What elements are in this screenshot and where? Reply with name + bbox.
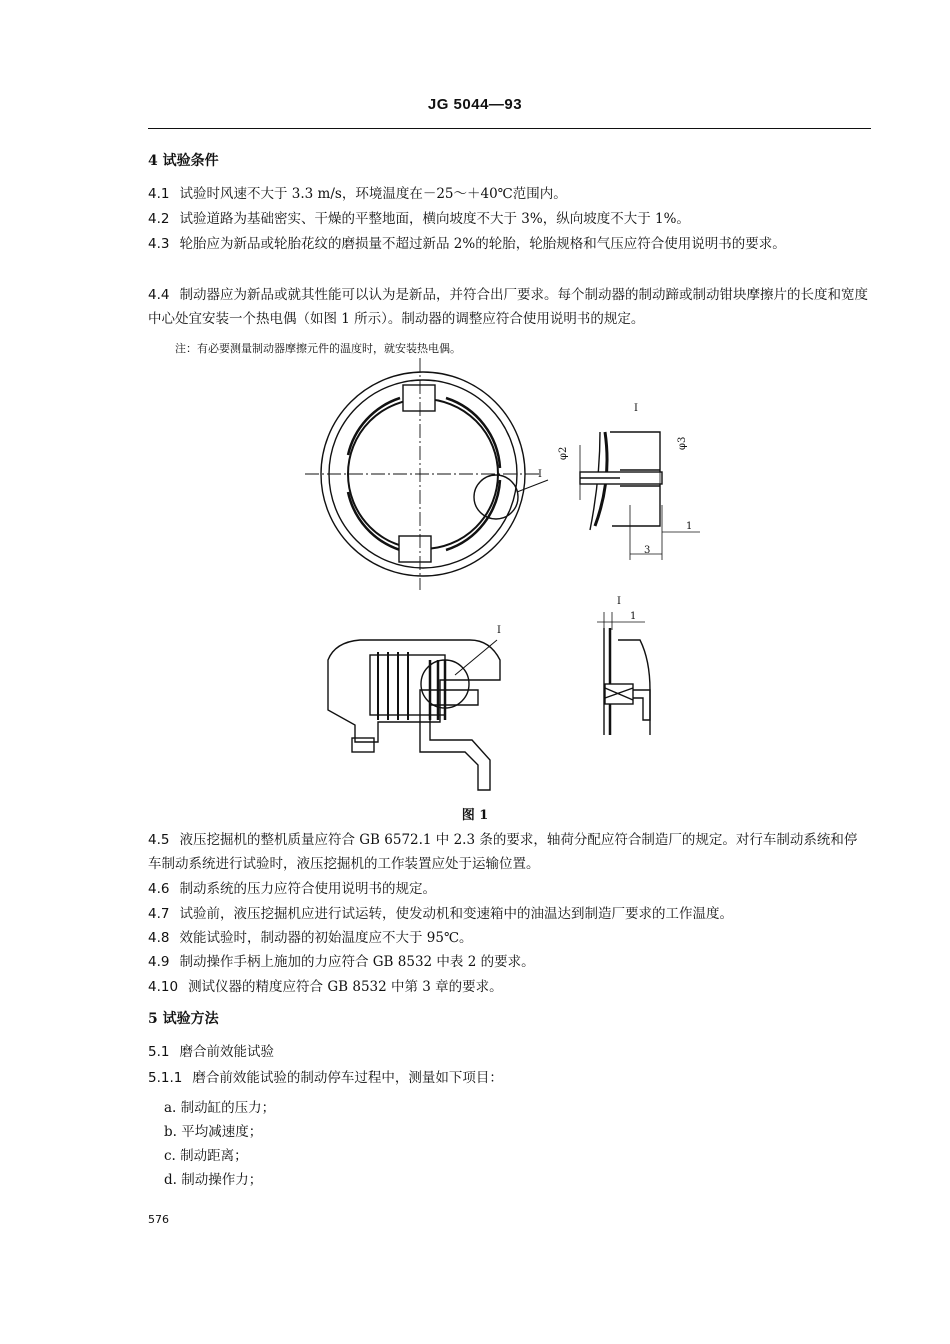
clause-4-6 [148,877,870,901]
clause-5-1-1 [148,1066,870,1090]
list-item: c. 制动距离； [164,1148,248,1164]
clause-4-8 [148,926,870,950]
clause-text: 效能试验时，制动器的初始温度应不大于 95℃。 [179,930,473,946]
clause-text: 液压挖掘机的整机质量应符合 GB 6572.1 中 2.3 条的要求，轴荷分配应符合制造厂的规定。对行车制动系统和停车制动系统进行试验时，液压挖掘机的工作装置应处于运输位置。 [148,832,858,872]
detail-label-bottom: I [617,596,621,607]
clause-number: 4.5 [148,832,170,848]
dim-phi2: φ2 [558,446,569,460]
clause-text: 磨合前效能试验 [179,1044,274,1060]
clause-text: 制动器应为新品或就其性能可以认为是新品，并符合出厂要求。每个制动器的制动蹄或制动钳块摩擦片的长度和宽度中心处宜安装一个热电偶（如图 1 所示）。制动器的调整应符合使用说明书的规定。 [148,287,868,327]
dim-3: 3 [644,545,651,556]
clause-number: 4.4 [148,287,170,303]
dim-phi3: φ3 [677,436,688,450]
caliper-view [328,640,500,790]
clause-text: 轮胎应为新品或轮胎花纹的磨损量不超过新品 2%的轮胎，轮胎规格和气压应符合使用说明书的要求。 [179,236,786,252]
note-thermocouple: 注：有必要测量制动器摩擦元件的温度时，就安装热电偶。 [175,342,461,355]
detail-view-bottom [597,612,650,735]
list-item: b. 平均减速度； [164,1124,263,1140]
clause-5-1 [148,1040,870,1064]
clause-number: 5.1 [148,1044,170,1060]
clause-4-9 [148,950,870,974]
clause-number: 4.1 [148,186,170,202]
clause-4-5 [148,828,870,876]
clause-number: 4.6 [148,881,170,897]
dim-1: 1 [686,521,693,532]
clause-text: 制动操作手柄上施加的力应符合 GB 8532 中表 2 的要求。 [179,954,535,970]
clause-number: 4.10 [148,979,179,995]
clause-number: 4.8 [148,930,170,946]
brake-drum-view [305,358,548,590]
clause-text: 磨合前效能试验的制动停车过程中，测量如下项目： [192,1070,503,1086]
section-4-heading: 4 试验条件 [148,153,219,169]
callout-label-top: I [538,469,542,480]
clause-text: 试验前，液压挖掘机应进行试运转，使发动机和变速箱中的油温达到制造厂要求的工作温度。 [179,906,733,922]
clause-4-7 [148,902,870,926]
section-5-heading: 5 试验方法 [148,1011,219,1027]
clause-text: 制动系统的压力应符合使用说明书的规定。 [179,881,436,897]
figure-caption: 图 1 [461,808,489,823]
clause-number: 4.7 [148,906,170,922]
clause-number: 4.9 [148,954,170,970]
clause-text: 试验时风速不大于 3.3 m/s，环境温度在－25～＋40℃范围内。 [179,186,567,202]
callout-label-bottom: I [497,625,501,636]
clause-text: 试验道路为基础密实、干燥的平整地面，横向坡度不大于 3%，纵向坡度不大于 1%。 [179,211,690,227]
detail-label-top: I [634,403,638,414]
list-item: d. 制动操作力； [164,1172,263,1188]
detail-view-top [580,432,700,560]
page-number: 576 [148,1213,169,1226]
clause-number: 4.3 [148,236,170,252]
clause-number: 5.1.1 [148,1070,183,1086]
clause-4-10 [148,975,870,999]
clause-text: 测试仪器的精度应符合 GB 8532 中第 3 章的要求。 [188,979,503,995]
clause-number: 4.2 [148,211,170,227]
dim-1b: 1 [630,611,637,622]
page-header: JG 5044—93 [427,96,523,113]
list-item: a. 制动缸的压力； [164,1100,276,1116]
